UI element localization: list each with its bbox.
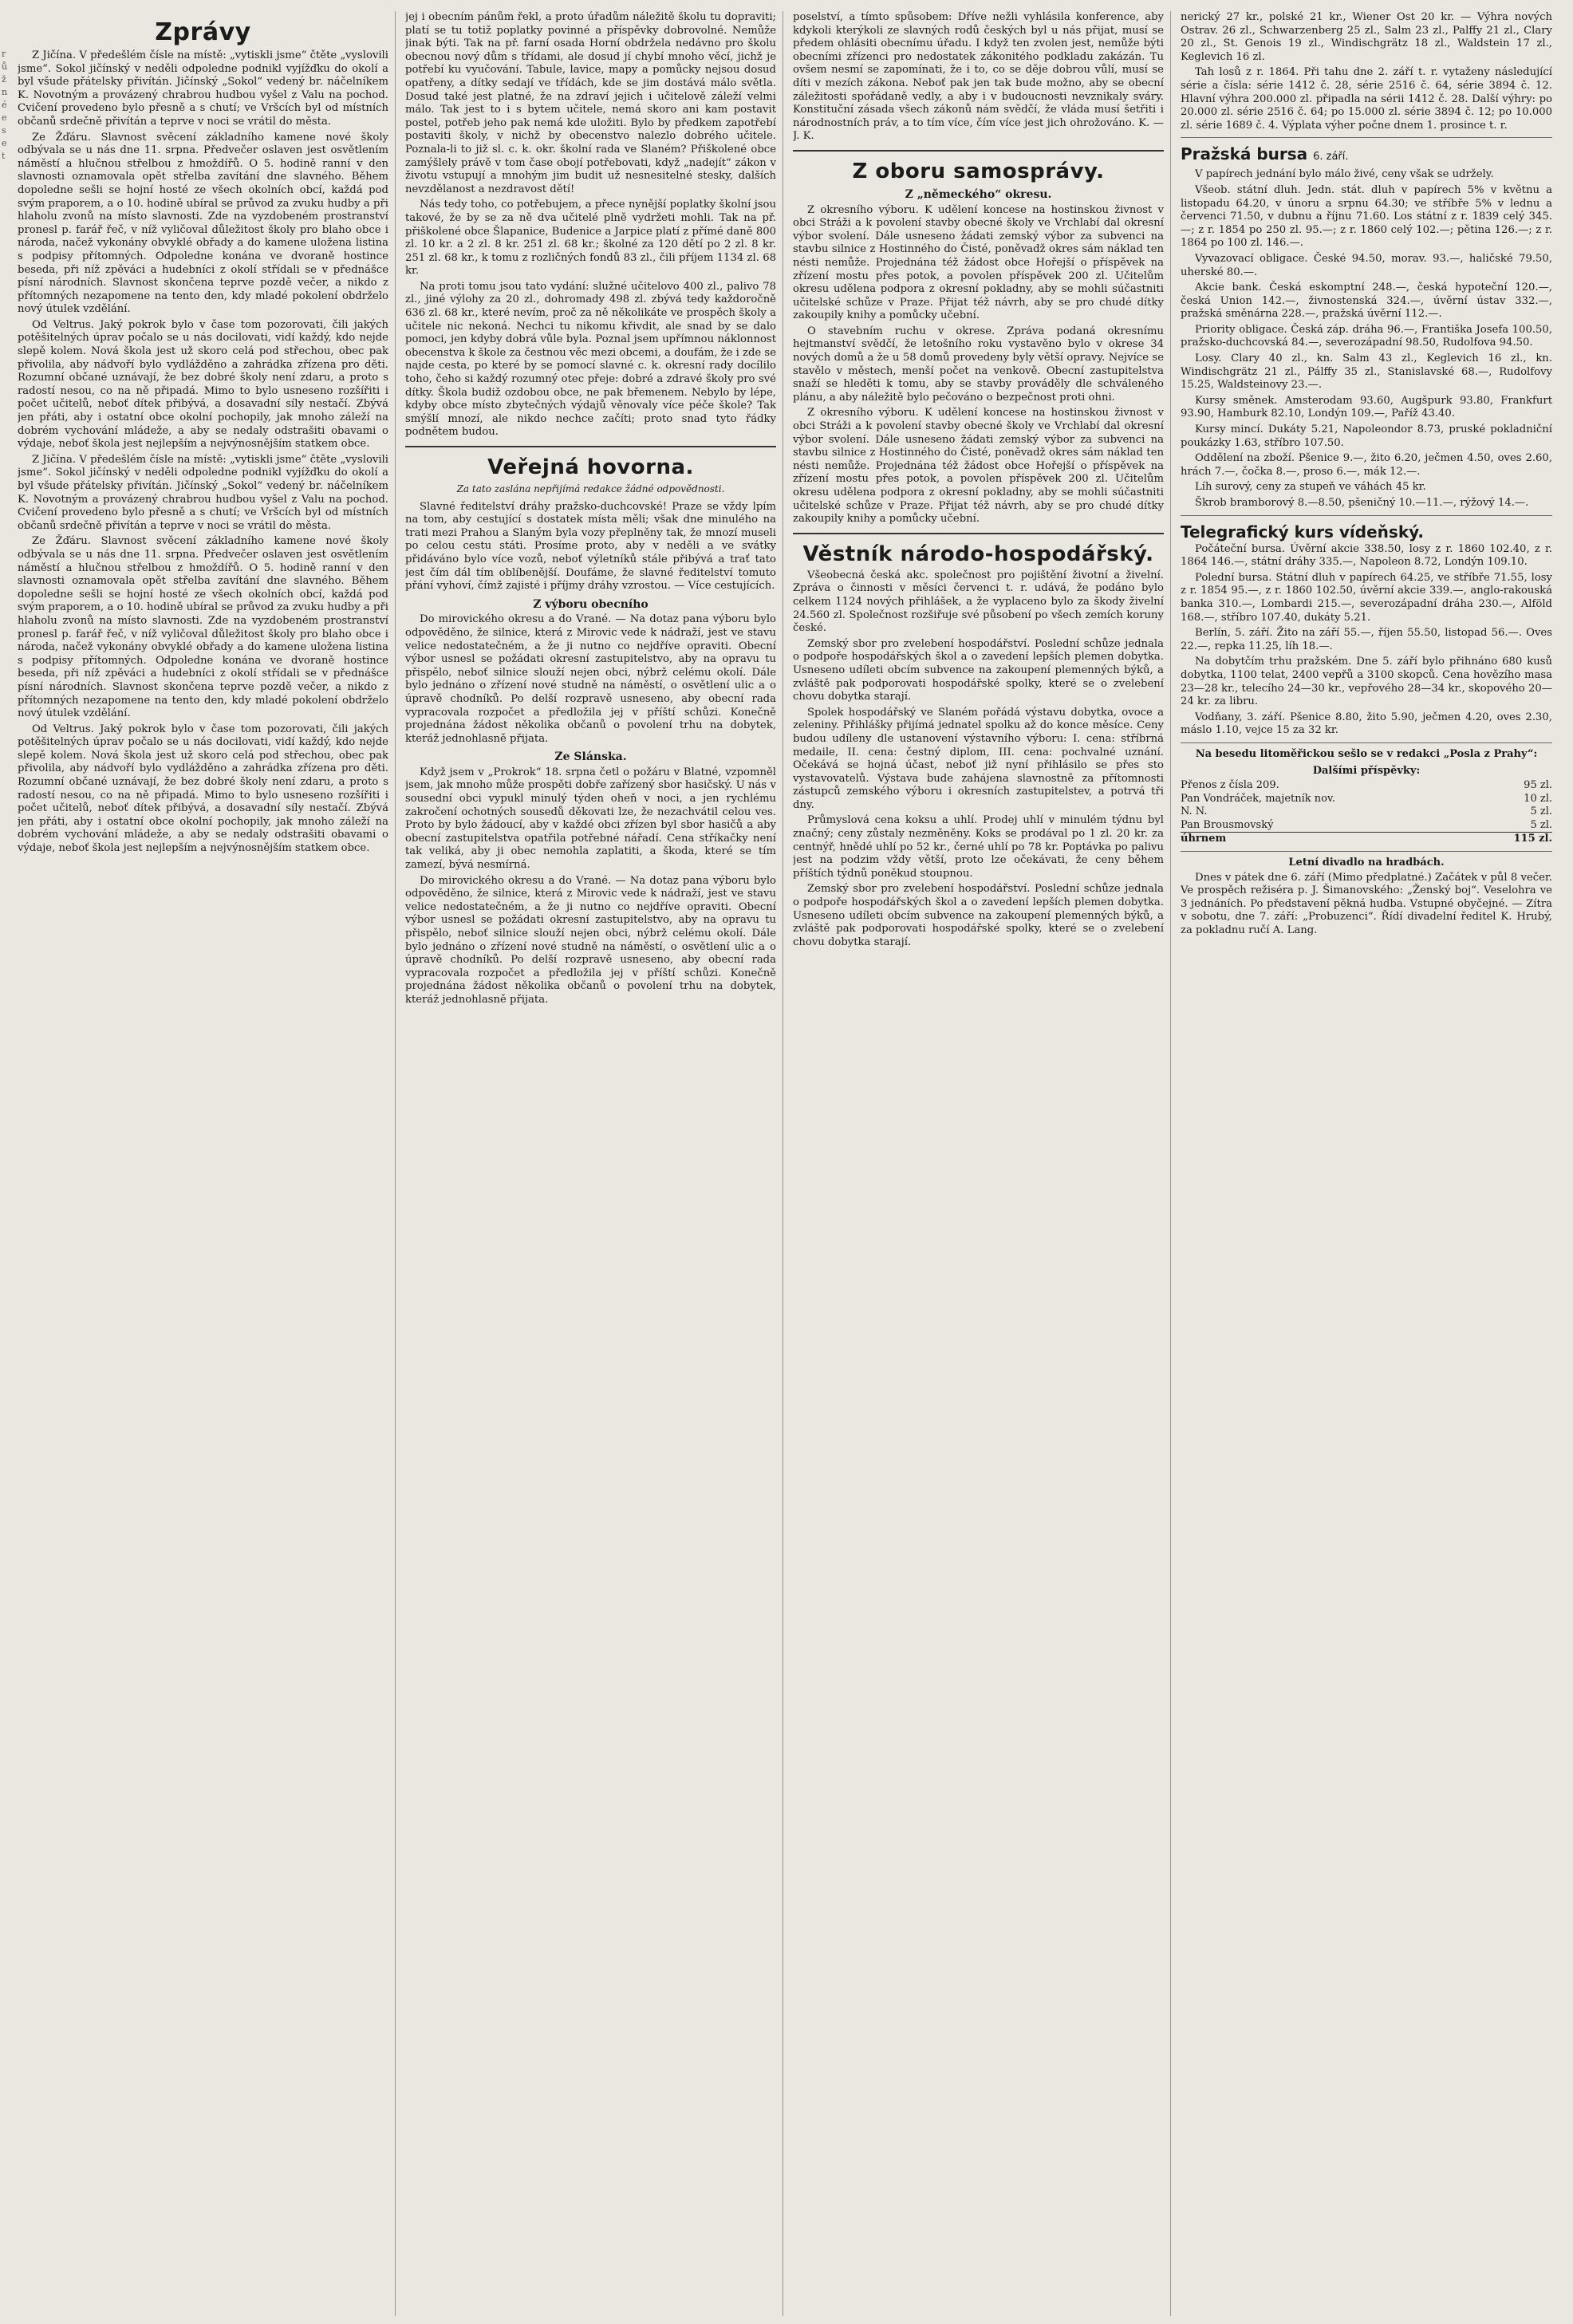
market-paragraph: Priority obligace. Česká záp. dráha 96.—, Františka Josefa 100.50, pražsko-duchcovská 84.—, severozápadní 98.50, Rudolfova 94.50.: [1181, 323, 1552, 349]
market-paragraph: Líh surový, ceny za stupeň ve váhách 45 kr.: [1195, 481, 1426, 494]
council-section-title: Z výboru obecního: [533, 597, 649, 611]
economic-bulletin-heading: Věstník národo-hospodářský.: [802, 542, 1154, 566]
edge-char: r: [2, 49, 6, 59]
donation-table: [1181, 779, 1552, 846]
article-paragraph: Nás tedy toho, co potřebujem, a přece nynější poplatky školní jsou takové, že by se za ně dva učitelé plně vydržeti mohli. Tak na př. přiškolené obce Šlapanice, Budenice a Jarpice platí z přímé daně 800 zl. 10 kr. a 2 zl. 8 kr. 251 zl. 68 kr.; školné za 120 dětí po 2 zl. 8 kr. 251 zl. 68 kr., k tomu z rozličných fondů 83 zl., čili příjem 1134 zl. 68 kr.: [405, 199, 776, 278]
section-heading-news: Zprávy: [155, 18, 251, 46]
market-paragraph: Polední bursa. Státní dluh v papírech 64.25, ve stříbře 71.55, losy z r. 1854 95.—, z r. 1860 102.50, úvěrní akcie 339.—, anglo-rakouská banka 310.—, Lombardi 215.—, severozápadní dráha 230.—, Alföld 168.—, stříbro 107.40, dukáty 5.21.: [1181, 571, 1552, 624]
article-paragraph: Od Veltrus. Jaký pokrok bylo v čase tom pozorovati, čili jakých potěšitelných úprav počalo se u nás docilovati, vidí každý, kdo nejde slepě kolem. Nová škola jest už skoro celá pod střechou, obec pak přivolila, aby nádvoří bylo vydlážděno a zahrádka zřízena pro děti. Rozumní občané uznávají, že bez dobré školy není zdaru, a proto s radostí nesou, co na ně připadá. Mimo to bylo usneseno rozšířiti i počet učitelů, neboť dítek přibývá, a dosavadní síly nestačí. Zbývá jen přáti, aby i ostatní obce okolní pochopily, jak mnoho záleží na dobrém vychování mládeže, a aby se nedaly odstrašiti obavami o výdaje, neboť škola jest nejlepším a nejvýnosnějším statkem obce.: [18, 723, 388, 855]
article-paragraph: nerický 27 kr., polské 21 kr., Wiener Ost 20 kr. — Výhra nových Ostrav. 26 zl., Schwarzenberg 25 zl., Salm 23 zl., Palffy 21 zl., Clary 20 zl., St. Genois 19 zl., Windischgrätz 18 zl., Waldstein 17 zl., Keglevich 16 zl.: [1181, 11, 1552, 63]
section-divider: [1181, 137, 1552, 138]
donation-total: 115 zl.: [1478, 833, 1552, 846]
market-paragraph: Počáteční bursa. Úvěrní akcie 338.50, losy z r. 1860 102.40, z r. 1864 146.—, státní dráhy 335.—, Napoleon 8.72, Londýn 109.10.: [1181, 542, 1552, 569]
article-paragraph: Zemský sbor pro zvelebení hospodářství. Poslední schůze jednala o podpoře hospodářských škol a o zavedení lepších plemen dobytka. Usneseno udíleti obcím subvence na zakoupení plemenných býků, a zvláště pak podporovati hospodářské spolky, které se o zvelebení chovu dobytka starají.: [793, 637, 1164, 703]
theater-title: Letní divadlo na hradbách.: [1288, 857, 1445, 869]
section-divider: [793, 533, 1164, 534]
donor-name: Pan Vondráček, majetník nov.: [1181, 792, 1335, 805]
article-paragraph: Ze Žďáru. Slavnost svěcení základního kamene nové školy odbývala se u nás dne 11. srpna. Předvečer oslaven jest osvětlením náměstí a hlučnou střelbou z hmoždířů. O 5. hodině ranní v den slavnosti oznamovala opět střelba zavítání dne slavného. Během dopoledne sešli se hojní hosté ze všech okolních obcí, každá pod svým praporem, a o 10. hodině ubíral se průvod za zvuku hudby a při hlaholu zvonů na místo slavnosti. Zde na vyzdobeném prostranství pronesl p. farář řeč, v níž vyličoval důležitost školy pro blaho obce i národa, načež vykonány obvyklé obřady a do kamene uložena listina s podpisy přítomných. Odpoledne konána ve dvoraně hostince beseda, při níž zpěváci a hudebníci z okolí střídali se v přednášce písní národních. Slavnost skončena teprve pozdě večer, a nikdo z přítomných nezapomene na tento den, kdy mladé pokolení obdrželo nový útulek vzdělání.: [18, 535, 388, 720]
theater-paragraph: Dnes v pátek dne 6. září (Mimo předplatné.) Začátek v půl 8 večer. Ve prospěch režiséra p. J. Šimanovského: „Ženský boj“. Veselohra ve 3 jednáních. Po představení pěkná hudba. Vstupné obyčejné. — Zítra v sobotu, dne 7. září: „Probuzenci“. Řídí divadelní ředitel K. Hrubý, za pokladnu ručí A. Lang.: [1181, 871, 1552, 937]
table-row-total: [1181, 833, 1552, 846]
market-paragraph: Kursy směnek. Amsterodam 93.60, Augšpurk 93.80, Frankfurt 93.90, Hamburk 82.10, Londýn 109.—, Paříž 43.40.: [1181, 394, 1552, 420]
prague-exchange-name: Pražská bursa: [1181, 144, 1308, 164]
article-paragraph: Slavné ředitelství dráhy pražsko-duchcovské! Praze se vždy lpím na tom, aby cestující s dostatek místa měli; však dne minulého na trati mezi Prahou a Slaným byla vozy přeplněny tak, že mnozí museli po celou cestu státi. Prosíme proto, aby v neděli a ve svátky přidáváno bylo více vozů, neboť výletníků stále přibývá a trať tato jest čím dál tím oblíbenější. Doufáme, že slavné ředitelství tomuto přání vyhoví, čímž zajisté i příjmy dráhy vzrostou. — Více cestujících.: [405, 500, 776, 593]
column-1: [18, 11, 396, 2316]
article-paragraph: Z okresního výboru. K udělení koncese na hostinskou živnost v obci Stráži a k povolení stavby obecné školy ve Vrchlabí dal okresní výbor svolení. Dále usneseno žádati zemský výbor za subvenci na stavbu silnice z Hostinného do Čisté, poněvadž okres sám náklad ten nésti nemůže. Projednána též žádost obce Hořejší o příspěvek na zřízení mostu přes potok, a povolen příspěvek 200 zl. Učitelům okresu udělena podpora z okresní pokladny, aby se mohli súčastniti učitelské schůze v Praze. Přijat též návrh, aby se pro chudé dítky zakoupily knihy a pomůcky učební.: [793, 407, 1164, 526]
edge-char: s: [2, 125, 6, 136]
donation-amount: 10 zl.: [1524, 792, 1552, 805]
column-4: [1181, 11, 1559, 2316]
left-edge-characters: [2, 48, 10, 163]
market-paragraph: Losy. Clary 40 zl., kn. Salm 43 zl., Keglevich 16 zl., kn. Windischgrätz 21 zl., Pálffy 35 zl., Stanislavské 68.—, Rudolfovy 15.25, Waldsteinovy 23.—.: [1181, 353, 1552, 392]
article-paragraph: Z okresního výboru. K udělení koncese na hostinskou živnost v obci Stráži a k povolení stavby obecné školy ve Vrchlabí dal okresní výbor svolení. Dále usneseno žádati zemský výbor za subvenci na stavbu silnice z Hostinného do Čisté, poněvadž okres sám náklad ten nésti nemůže. Projednána též žádost obce Hořejší o příspěvek na zřízení mostu přes potok, a povolen příspěvek 200 zl. Učitelům okresu udělena podpora z okresní pokladny, aby se mohli súčastniti učitelské schůze v Praze. Přijat též návrh, aby se pro chudé dítky zakoupily knihy a pomůcky učební.: [793, 203, 1164, 322]
donation-amount: 95 zl.: [1524, 779, 1552, 792]
article-paragraph: Ze Žďáru. Slavnost svěcení základního kamene nové školy odbývala se u nás dne 11. srpna. Předvečer oslaven jest osvětlením náměstí a hlučnou střelbou z hmoždířů. O 5. hodině ranní v den slavnosti oznamovala opět střelba zavítání dne slavného. Během dopoledne sešli se hojní hosté ze všech okolních obcí, každá pod svým praporem, a o 10. hodině ubíral se průvod za zvuku hudby a při hlaholu zvonů na místo slavnosti. Zde na vyzdobeném prostranství pronesl p. farář řeč, v níž vyličoval důležitost školy pro blaho obce i národa, načež vykonány obvyklé obřady a do kamene uložena listina s podpisy přítomných. Odpoledne konána ve dvoraně hostince beseda, při níž zpěváci a hudebníci z okolí střídali se v přednášce písní národních. Slavnost skončena teprve pozdě večer, a nikdo z přítomných nezapomene na tento den, kdy mladé pokolení obdrželo nový útulek vzdělání.: [18, 131, 388, 316]
article-paragraph: Do mirovického okresu a do Vrané. — Na dotaz pana výboru bylo odpověděno, že silnice, která z Mirovic vede k nádraží, jest ve stavu velice nedostatečném, a že ji nutno co nejdříve opraviti. Obecní výbor usnesl se požádati okresní zastupitelstvo, aby na opravu tu přispělo, neboť silnice slouží nejen obci, nýbrž celému okolí. Dále bylo jednáno o zřízení nové studně na náměstí, o osvětlení ulic a o úpravě chodníků. Po delší rozpravě usneseno, aby obecní rada vypracovala rozpočet a předložila jej v příští schůzi. Konečně projednána žádost několika občanů o povolení trhu na dobytek, kteráž jednohlasně přijata.: [405, 874, 776, 1006]
donor-name: Přenos z čísla 209.: [1181, 779, 1279, 792]
donation-subtitle: Dalšími příspěvky:: [1312, 764, 1421, 777]
market-paragraph: Oddělení na zboží. Pšenice 9.—, žito 6.20, ječmen 4.50, oves 2.60, hrách 7.—, čočka 8.—, proso 6.—, mák 12.—.: [1181, 452, 1552, 478]
prague-exchange-date: 6. září.: [1313, 151, 1349, 163]
section-divider: [405, 446, 776, 447]
self-government-heading: Z oboru samosprávy.: [852, 159, 1105, 183]
column-3: [793, 11, 1171, 2316]
edge-char: e: [2, 112, 7, 123]
edge-char: ů: [2, 61, 8, 72]
donation-total-label: úhrnem: [1181, 833, 1478, 846]
public-forum-heading: Veřejná hovorna.: [487, 455, 694, 479]
fire-section-title: Ze Slánska.: [554, 750, 627, 764]
prague-exchange-title: [1181, 144, 1552, 167]
section-divider: [1181, 515, 1552, 516]
article-paragraph: O stavebním ruchu v okrese. Zpráva podaná okresnímu hejtmanství svědčí, že letošního roku vystavěno bylo v okrese 34 nových domů a že u 58 domů provedeny byly větší opravy. Nejvíce se stavělo v městech, menší počet na venkově. Obecní zastupitelstva snaží se hleděti k tomu, aby se stavby prováděly dle schváleného plánu, a aby náležitě bylo pečováno o bezpečnost proti ohni.: [793, 325, 1164, 404]
article-paragraph: Když jsem v „Prokrok“ 18. srpna četl o požáru v Blatné, vzpomněl jsem, jak mnoho může prospěti dobře zařízený sbor hasičský. U nás v sousední obci vypukl minulý týden oheň v noci, a jen rychlému zakročení ochotných sousedů děkovati lze, že nezachvátil celou ves. Proto by bylo žádoucí, aby v každé obci zřízen byl sbor hasičů a aby obecní zastupitelstva opatřila potřebné nářadí. Cena stříkačky není tak veliká, aby ji obec nemohla zaplatiti, a škoda, které se tím zamezí, bývá nesmírná.: [405, 766, 776, 872]
market-paragraph: V papírech jednání bylo málo živé, ceny však se udržely.: [1195, 168, 1494, 181]
column-grid: [18, 11, 1560, 2316]
article-paragraph: Na proti tomu jsou tato vydání: služné učitelovo 400 zl., palivo 78 zl., jiné výlohy za 20 zl., dohromady 498 zl. zbývá tedy každoročně 636 zl. 68 kr., které nevím, proč za ně několikáte ve prospěch školy a učitele nic nekoná. Nechci tu nikomu křivdit, ale snad by se dalo pomoci, jen kdyby dobrá vůle byla. Poznal jsem upřímnou náklonnost obecenstva k škole za čestnou věc mezi obcemi, a doufám, že i zde se najde cesta, po které by se pomocí slavné c. k. okresní rady docílilo toho, čeho si každý rozumný otec přeje: dobré a zdravé školy pro své dítky. Škola budiž ozdobou obce, ne pak břemenem. Nebylo by lépe, kdyby obce místo zbytečných výdajů věnovaly více péče škole? Tak smýšlí mnozí, ale nikdo nechce začíti; proto snad tyto řádky podnětem budou.: [405, 280, 776, 439]
table-row: [1181, 806, 1552, 819]
article-paragraph: Spolek hospodářský ve Slaném pořádá výstavu dobytka, ovoce a zeleniny. Přihlášky přijímá jednatel spolku až do konce měsíce. Ceny budou udíleny dle ustanovení výstavního výboru: I. cena: stříbrná medaile, II. cena: čestný diplom, III. cena: pochvalné uznání. Očekává se hojná účast, neboť již nyní přihlásilo se přes sto vystavovatelů. Výstava bude zahájena slavnostně za přítomnosti zástupců zemského výboru i okresních zastupitelstev, a potrvá tři dny.: [793, 706, 1164, 811]
article-paragraph: jej i obecním pánům řekl, a proto úřadům náležitě školu tu dopraviti; platí se tu totiž poplatky povinné a příspěvky dobrovolné. Nemůže jinak býti. Tak na př. farní osada Horní obdržela nedávno pro školu obecnou nový dům s třídami, ale dosud jí chybí mnoho věcí, jichž je potřebí ku vyučování. Tabule, lavice, mapy a pomůcky nejsou dosud opatřeny, a dítky sedají ve třídách, kde se jim dostává málo světla. Dosud také jest platné, že na zdraví jejich i učitelově záleží velmi málo. Tak jest to i s bytem učitele, nemá skoro ani kam postavit postel, potřeb jeho pak nemá kde uložiti. Bylo by předkem zapotřebí postaviti školy, v nichž by obecenstvo nalezlo dobrého učitele. Poznala-li to již sl. c. k. okr. školní rada ve Slaném? Přiškolené obce zamýšlely právě v tom čase obojí potřebovati, když „nadejít“ zákon v životu vstupují a mnohým jim budit už nesnesitelné stesky, dalších nevzdělanost a nezdravost dětí!: [405, 11, 776, 195]
self-government-subheading: Z „německého“ okresu.: [905, 187, 1052, 201]
donation-amount: 5 zl.: [1530, 818, 1552, 831]
market-paragraph: Vyvazovací obligace. České 94.50, morav. 93.—, haličské 79.50, uherské 80.—.: [1181, 252, 1552, 278]
market-paragraph: Všeob. státní dluh. Jedn. stát. dluh v papírech 5% v květnu a listopadu 64.20, v únoru a srpnu 64.30; ve stříbře 5% v lednu a červenci 71.50, v dubnu a říjnu 71.60. Los státní z r. 1839 celý 345.—; z r. 1854 po 250 zl. 95.—; z r. 1860 celý 102.—; pětina 126.—; z r. 1864 po 100 zl. 146.—.: [1181, 183, 1552, 250]
article-paragraph: Tah losů z r. 1864. Při tahu dne 2. září t. r. vytaženy následující série a čísla: série 1412 č. 28, série 2516 č. 64, série 3894 č. 12. Hlavní výhra 200.000 zl. připadla na sérii 1412 č. 28. Další výhry: po 20.000 zl. série 2516 č. 64; po 15.000 zl. série 3894 č. 12; po 10.000 zl. série 1689 č. 4. Výplata výher počne dnem 1. prosince t. r.: [1181, 66, 1552, 132]
table-row: [1181, 819, 1552, 833]
edge-char: e: [2, 138, 7, 148]
market-paragraph: Škrob bramborový 8.—8.50, pšeničný 10.—11.—, rýžový 14.—.: [1195, 497, 1529, 509]
donation-title: Na besedu litoměřickou sešlo se v redakci „Posla z Prahy“:: [1195, 747, 1538, 760]
market-paragraph: Kursy mincí. Dukáty 5.21, Napoleondor 8.73, pruské pokladniční poukázky 1.63, stříbro 107.50.: [1181, 423, 1552, 449]
market-paragraph: Vodňany, 3. září. Pšenice 8.80, žito 5.90, ječmen 4.20, oves 2.30, máslo 1.10, vejce 15 za 32 kr.: [1181, 711, 1552, 737]
table-row: [1181, 779, 1552, 793]
column-2: [405, 11, 783, 2316]
table-row: [1181, 793, 1552, 806]
donor-name: N. N.: [1181, 806, 1208, 818]
article-paragraph: Z Jičína. V předešlém čísle na místě: „vytiskli jsme“ čtěte „vyslovili jsme“. Sokol jičínský v neděli odpoledne podnikl vyjížďku do okolí a byl všude přátelsky přivítán. Jičínský „Sokol“ vedený br. náčelníkem K. Novotným a provázený chrabrou hudbou vyšel z Valu na pochod. Cvičení provedeno bylo přesně a s chutí; ve Vršcích byl od místních občanů srdečně přivítán a teprve v noci se vrátil do města.: [18, 453, 388, 532]
edge-char: t: [2, 151, 6, 161]
public-forum-subtitle: Za tato zaslána nepřijímá redakce žádné odpovědnosti.: [456, 483, 725, 494]
article-paragraph: Do mirovického okresu a do Vrané. — Na dotaz pana výboru bylo odpověděno, že silnice, která z Mirovic vede k nádraží, jest ve stavu velice nedostatečném, a že ji nutno co nejdříve opraviti. Obecní výbor usnesl se požádati okresní zastupitelstvo, aby na opravu tu přispělo, neboť silnice slouží nejen obci, nýbrž celému okolí. Dále bylo jednáno o zřízení nové studně na náměstí, o osvětlení ulic a o úpravě chodníků. Po delší rozpravě usneseno, aby obecní rada vypracovala rozpočet a předložila jej v příští schůzi. Konečně projednána žádost několika občanů o povolení trhu na dobytek, kteráž jednohlasně přijata.: [405, 613, 776, 745]
section-divider: [1181, 851, 1552, 852]
market-paragraph: Akcie bank. Česká eskomptní 248.—, česká hypoteční 120.—, česká Union 142.—, živnostenská 324.—, úvěrní ústav 332.—, pražská směnárna 228.—, pražská úvěrní 112.—.: [1181, 282, 1552, 321]
market-paragraph: Berlín, 5. září. Žito na září 55.—, říjen 55.50, listopad 56.—. Oves 22.—, repka 11.25, líh 18.—.: [1181, 627, 1552, 652]
section-divider: [793, 150, 1164, 152]
article-paragraph: Z Jičína. V předešlém čísle na místě: „vytiskli jsme“ čtěte „vyslovili jsme“. Sokol jičínský v neděli odpoledne podnikl vyjížďku do okolí a byl všude přátelsky přivítán. Jičínský „Sokol“ vedený br. náčelníkem K. Novotným a provázený chrabrou hudbou vyšel z Valu na pochod. Cvičení provedeno bylo přesně a s chutí; ve Vršcích byl od místních občanů srdečně přivítán a teprve v noci se vrátil do města.: [18, 49, 388, 128]
article-paragraph: Všeobecná česká akc. společnost pro pojištění životní a živelní. Zpráva o činnosti v měsíci červenci t. r. udává, že podáno bylo celkem 1124 nových přihlášek, a že vyplaceno bylo za škody živelní 24.560 zl. Společnost rozšiřuje své působení po všech zemích koruny české.: [793, 569, 1164, 635]
article-paragraph: poselství, a tímto spůsobem: Dříve nežli vyhlásila konference, aby kdykoli kterýkoli ze slavných rodů českých byl u nás přijat, musí se předem ohlásiti obecnímu úřadu. I když ten zvolen jest, nemůže býti obecními zřízenci pro nedostatek zákonitého podkladu zakázán. Tu ovšem nesmí se zapomínati, že i to, co se děje dobrou vůlí, musí se díti v mezích zákona. Neboť pak jen tak bude možno, aby se obecní záležitosti spořádaně vedly, a aby i v budoucnosti nevznikaly sváry. Konstituční zásada všech zákonů nám svědčí, že vláda musí šetřiti i národnostních práv, a to tím více, čím více jest jich ohrožováno. K. — J. K.: [793, 11, 1164, 143]
edge-char: n: [2, 87, 8, 97]
article-paragraph: Zemský sbor pro zvelebení hospodářství. Poslední schůze jednala o podpoře hospodářských škol a o zavedení lepších plemen dobytka. Usneseno udíleti obcím subvence na zakoupení plemenných býků, a zvláště pak podporovati hospodářské spolky, které se o zvelebení chovu dobytka starají.: [793, 883, 1164, 948]
edge-char: ž: [2, 74, 6, 85]
market-paragraph: Na dobytčím trhu pražském. Dne 5. září bylo přihnáno 680 kusů dobytka, 1100 telat, 2400 vepřů a 3100 skopců. Cena hovězího masa 23—28 kr., telecího 24—30 kr., vepřového 28—34 kr., skopového 20—24 kr. za libru.: [1181, 656, 1552, 708]
section-divider: [1181, 742, 1552, 743]
article-paragraph: Průmyslová cena koksu a uhlí. Prodej uhlí v minulém týdnu byl značný; ceny zůstaly nezměněny. Koks se prodával po 1 zl. 20 kr. za centnýř, hnědé uhlí po 52 kr., černé uhlí po 78 kr. Poptávka po palivu jest na podzim vždy větší, proto lze očekávati, že ceny během příštích týdnů poněkud stoupnou.: [793, 814, 1164, 880]
donation-amount: 5 zl.: [1530, 806, 1552, 818]
article-paragraph: Od Veltrus. Jaký pokrok bylo v čase tom pozorovati, čili jakých potěšitelných úprav počalo se u nás docilovati, vidí každý, kdo nejde slepě kolem. Nová škola jest už skoro celá pod střechou, obec pak přivolila, aby nádvoří bylo vydlážděno a zahrádka zřízena pro děti. Rozumní občané uznávají, že bez dobré školy není zdaru, a proto s radostí nesou, co na ně připadá. Mimo to bylo usneseno rozšířiti i počet učitelů, neboť dítek přibývá, a dosavadní síly nestačí. Zbývá jen přáti, aby i ostatní obce okolní pochopily, jak mnoho záleží na dobrém vychování mládeže, a aby se nedaly odstrašiti obavami o výdaje, neboť škola jest nejlepším a nejvýnosnějším statkem obce.: [18, 318, 388, 451]
edge-char: é: [2, 100, 7, 110]
vienna-telegraph-title: Telegrafický kurs vídeňský.: [1181, 522, 1424, 542]
donor-name: Pan Brousmovský: [1181, 818, 1274, 831]
